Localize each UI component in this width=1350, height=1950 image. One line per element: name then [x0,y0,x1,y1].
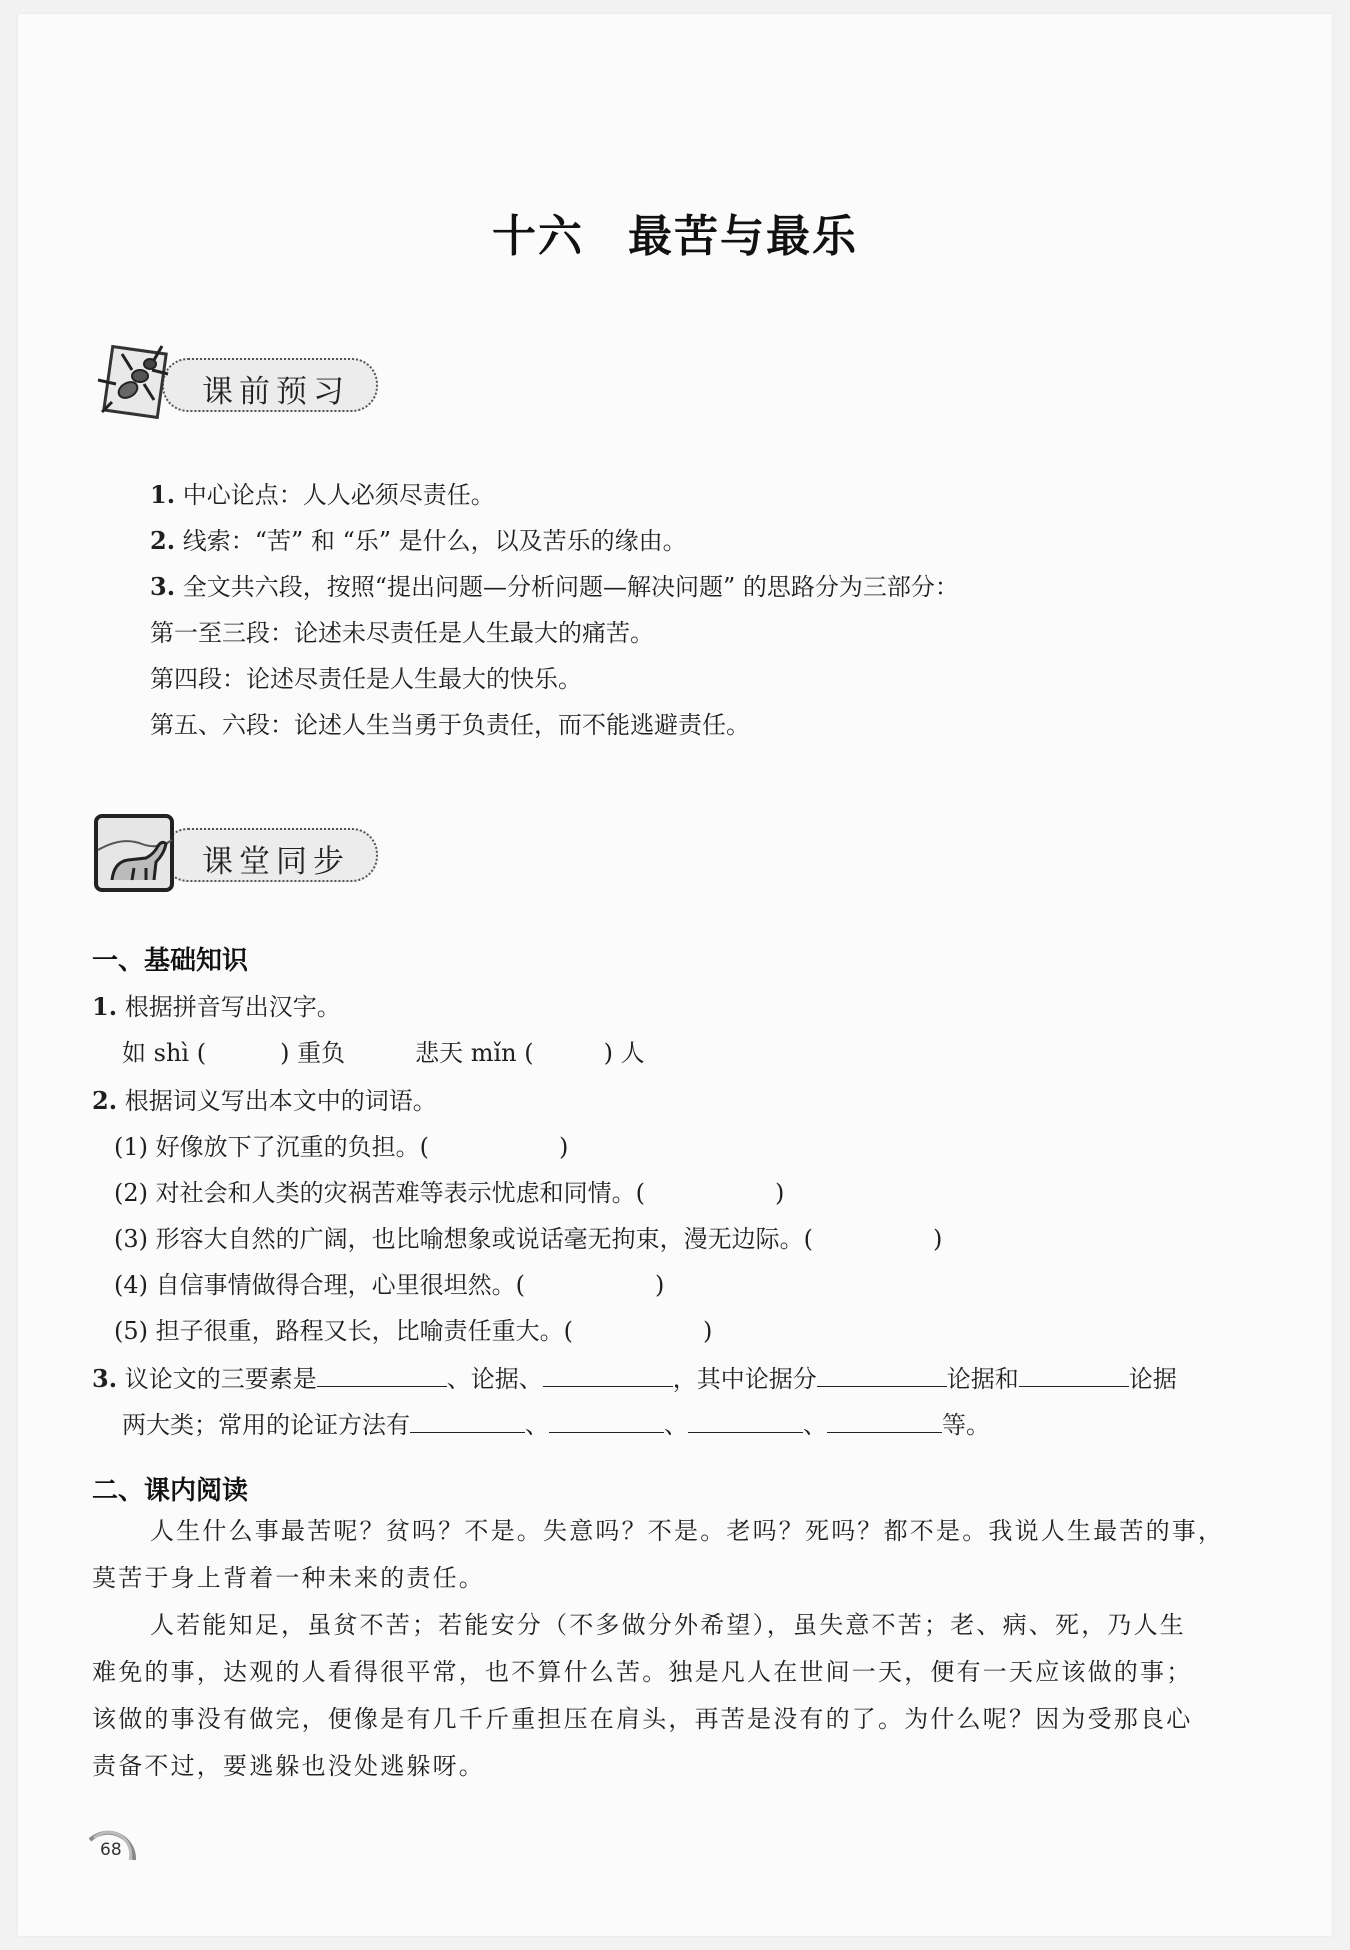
q2-item-5-close: ) [703,1317,713,1345]
reading-line-3: 人若能知足，虽贫不苦；若能安分（不多做分外希望），虽失意不苦；老、病、死，乃人生 [150,1611,1186,1639]
preview-item-1-text: 中心论点：人人必须尽责任。 [182,481,495,509]
question-1-num: 1. [92,992,118,1021]
ant-icon [92,340,178,426]
lesson-name: 最苦与最乐 [628,211,858,262]
preview-part-3: 第五、六段：论述人生当勇于负责任，而不能逃避责任。 [150,711,750,739]
q2-item-3-text: 形容大自然的广阔，也比喻想象或说话毫无拘束，漫无边际。( [155,1225,814,1253]
q2-item-2 [114,1170,784,1216]
q3-text-7: 等。 [942,1411,990,1439]
preview-item-2 [150,518,687,564]
q3-text-3: ，其中论据分 [672,1365,817,1393]
question-2 [92,1078,437,1124]
question-2-num: 2. [92,1086,118,1115]
q3-text-4: 论据和 [946,1365,1019,1393]
reading-line-4: 难免的事，达观的人看得很平常，也不算什么苦。独是凡人在世间一天，便有一天应该做的事； [92,1658,1193,1686]
q3-text-5: 论据 [1128,1365,1177,1393]
preview-item-2-text: 线索：“苦” 和 “乐” 是什么，以及苦乐的缘由。 [182,527,687,555]
q3-blank-2[interactable] [543,1356,673,1387]
q3-text-6: 两大类；常用的论证方法有 [122,1411,410,1439]
preview-item-3-text: 全文共六段，按照“提出问题—分析问题—解决问题” 的思路分为三部分： [182,573,959,601]
preview-item-2-num: 2. [150,526,176,555]
q2-item-3-label: (3) [114,1225,148,1253]
question-3-num: 3. [92,1364,118,1393]
question-3-line-2 [122,1402,990,1448]
preview-section-header [92,340,382,426]
q1-a-post: ) 重负 [280,1039,346,1067]
lesson-title [0,200,1350,264]
q1-b-post: ) 人 [603,1039,645,1067]
preview-part-2: 第四段：论述尽责任是人生最大的快乐。 [150,665,582,693]
dinosaur-picture-icon [92,810,178,896]
q3-blank-4[interactable] [1019,1356,1129,1387]
q3-blank-1[interactable] [317,1356,447,1387]
preview-item-1 [150,472,495,518]
reading-section-title: 二、课内阅读 [92,1476,249,1506]
reading-line-1: 人生什么事最苦呢？贫吗？不是。失意吗？不是。老吗？死吗？都不是。我说人生最苦的事， [150,1517,1225,1545]
q3-blank-3[interactable] [817,1356,947,1387]
q3-sep-2: 、 [664,1411,688,1439]
q3-blank-5[interactable] [410,1402,525,1433]
basics-section-title: 一、基础知识 [92,946,249,976]
question-3-line-1 [92,1356,1177,1402]
q2-item-4-text: 自信事情做得合理，心里很坦然。( [155,1271,526,1299]
q2-item-1-close: ) [559,1133,569,1161]
q3-text-2: 、论据、 [446,1365,543,1393]
q3-blank-6[interactable] [549,1402,664,1433]
q2-item-2-text: 对社会和人类的灾祸苦难等表示忧虑和同情。( [155,1179,646,1207]
question-1-prompt: 根据拼音写出汉字。 [124,993,341,1021]
q1-a-pre: 如 shì ( [122,1039,207,1067]
q2-item-2-close: ) [775,1179,785,1207]
q2-item-4 [114,1262,664,1308]
preview-part-1: 第一至三段：论述未尽责任是人生最大的痛苦。 [150,619,654,647]
q2-item-3-close: ) [933,1225,943,1253]
preview-item-3-num: 3. [150,572,176,601]
page-number-badge [80,1820,138,1878]
q2-item-5-text: 担子很重，路程又长，比喻责任重大。( [155,1317,574,1345]
q2-item-1 [114,1124,568,1170]
q2-item-4-label: (4) [114,1271,148,1299]
page-number: 68 [100,1840,122,1860]
q2-item-5-label: (5) [114,1317,148,1345]
q1-b-pre: 悲天 mǐn ( [415,1039,534,1067]
q2-item-1-label: (1) [114,1133,148,1161]
reading-line-2: 莫苦于身上背着一种未来的责任。 [92,1564,485,1592]
question-2-prompt: 根据词义写出本文中的词语。 [124,1087,437,1115]
preview-item-3 [150,564,959,610]
reading-line-6: 责备不过，要逃躲也没处逃躲呀。 [92,1752,485,1780]
classroom-heading: 课堂同步 [202,844,350,880]
reading-line-5: 该做的事没有做完，便像是有几千斤重担压在肩头，再苦是没有的了。为什么呢？因为受那良心 [92,1705,1193,1733]
q3-text-1: 议论文的三要素是 [124,1365,317,1393]
q3-blank-7[interactable] [688,1402,803,1433]
classroom-section-header [92,810,382,896]
preview-item-1-num: 1. [150,480,176,509]
preview-heading-pill [162,358,378,412]
question-1 [92,984,341,1030]
question-1-answers [122,1030,645,1076]
q3-sep-1: 、 [525,1411,549,1439]
q3-sep-3: 、 [803,1411,827,1439]
q2-item-1-text: 好像放下了沉重的负担。( [155,1133,430,1161]
lesson-number: 十六 [492,211,584,262]
classroom-heading-pill [162,828,378,882]
q2-item-2-label: (2) [114,1179,148,1207]
q3-blank-8[interactable] [827,1402,942,1433]
preview-heading: 课前预习 [202,374,350,410]
q2-item-4-close: ) [655,1271,665,1299]
q2-item-5 [114,1308,712,1354]
q2-item-3 [114,1216,942,1262]
